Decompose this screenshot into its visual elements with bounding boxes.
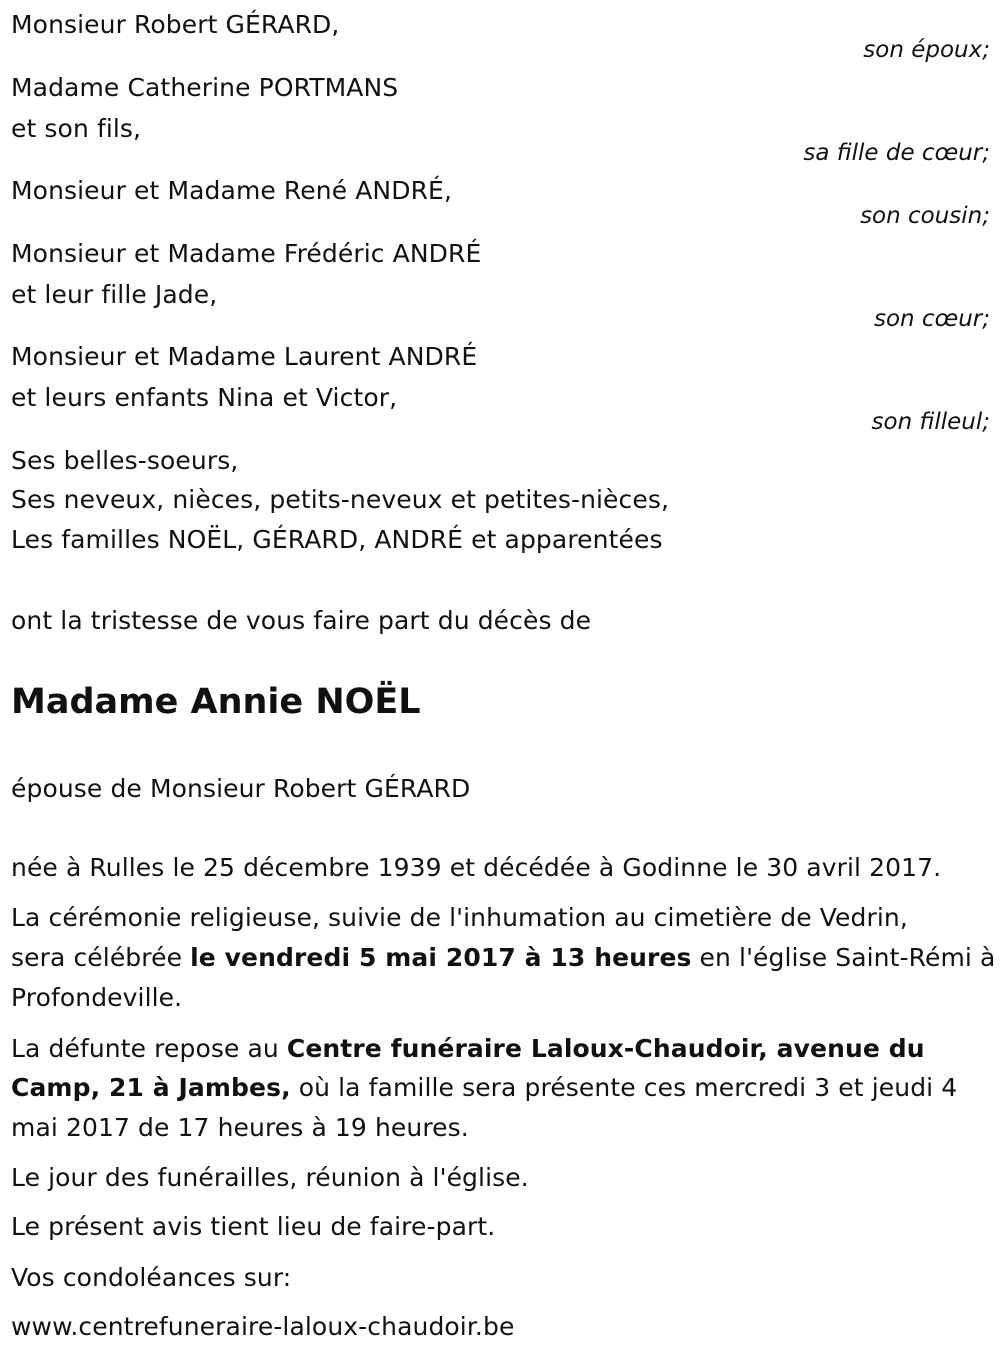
- ceremony-line1: La cérémonie religieuse, suivie de l'inhumation au cimetière de Vedrin,: [11, 903, 908, 932]
- heart-role: son cœur;: [873, 306, 990, 332]
- daughter-name: Madame Catherine PORTMANS: [11, 73, 399, 102]
- ceremony-line2-text: sera célébrée: [11, 943, 191, 972]
- ceremony-location: en l'église Saint-Rémi à: [691, 943, 996, 972]
- repose-center: Centre funéraire Laloux-Chaudoir, avenue du: [286, 1034, 925, 1063]
- funeral-day: Le jour des funérailles, réunion à l'église.: [11, 1163, 529, 1192]
- spouse-line: épouse de Monsieur Robert GÉRARD: [11, 774, 471, 803]
- family-relatives: Les familles NOËL, GÉRARD, ANDRÉ et apparentées: [11, 525, 663, 554]
- godson-name: Monsieur et Madame Laurent ANDRÉ: [11, 342, 478, 371]
- godson-children: et leurs enfants Nina et Victor,: [11, 383, 398, 412]
- ceremony-line2: [11, 943, 995, 973]
- heart-name: Monsieur et Madame Frédéric ANDRÉ: [11, 239, 482, 268]
- repose-visiting: où la famille sera présente ces mercredi 3 et jeudi 4: [290, 1073, 958, 1102]
- family-nephews: Ses neveux, nièces, petits-neveux et petites-nièces,: [11, 485, 670, 514]
- deceased-name: Madame Annie NOËL: [11, 682, 421, 722]
- condolences-label: Vos condoléances sur:: [11, 1263, 292, 1292]
- repose-line2: [11, 1073, 957, 1103]
- family-sisters-in-law: Ses belles-soeurs,: [11, 446, 239, 475]
- ceremony-line3: Profondeville.: [11, 983, 183, 1012]
- godson-role: son filleul;: [871, 409, 990, 435]
- husband-name: Monsieur Robert GÉRARD,: [11, 10, 340, 39]
- website-link[interactable]: www.centrefuneraire-laloux-chaudoir.be: [11, 1312, 515, 1341]
- repose-address: Camp, 21 à Jambes,: [11, 1073, 291, 1102]
- repose-intro: La défunte repose au: [11, 1034, 287, 1063]
- daughter-son: et son fils,: [11, 114, 142, 143]
- repose-line3: mai 2017 de 17 heures à 19 heures.: [11, 1113, 469, 1142]
- ceremony-date: le vendredi 5 mai 2017 à 13 heures: [190, 943, 692, 972]
- birth-death: née à Rulles le 25 décembre 1939 et décédée à Godinne le 30 avril 2017.: [11, 853, 942, 882]
- cousin-name: Monsieur et Madame René ANDRÉ,: [11, 176, 452, 205]
- repose-line1: [11, 1034, 925, 1064]
- daughter-role: sa fille de cœur;: [803, 140, 990, 166]
- heart-daughter: et leur fille Jade,: [11, 280, 218, 309]
- husband-role: son époux;: [863, 37, 990, 63]
- announcement: ont la tristesse de vous faire part du décès de: [11, 606, 592, 635]
- notice: Le présent avis tient lieu de faire-part.: [11, 1212, 496, 1241]
- cousin-role: son cousin;: [860, 203, 990, 229]
